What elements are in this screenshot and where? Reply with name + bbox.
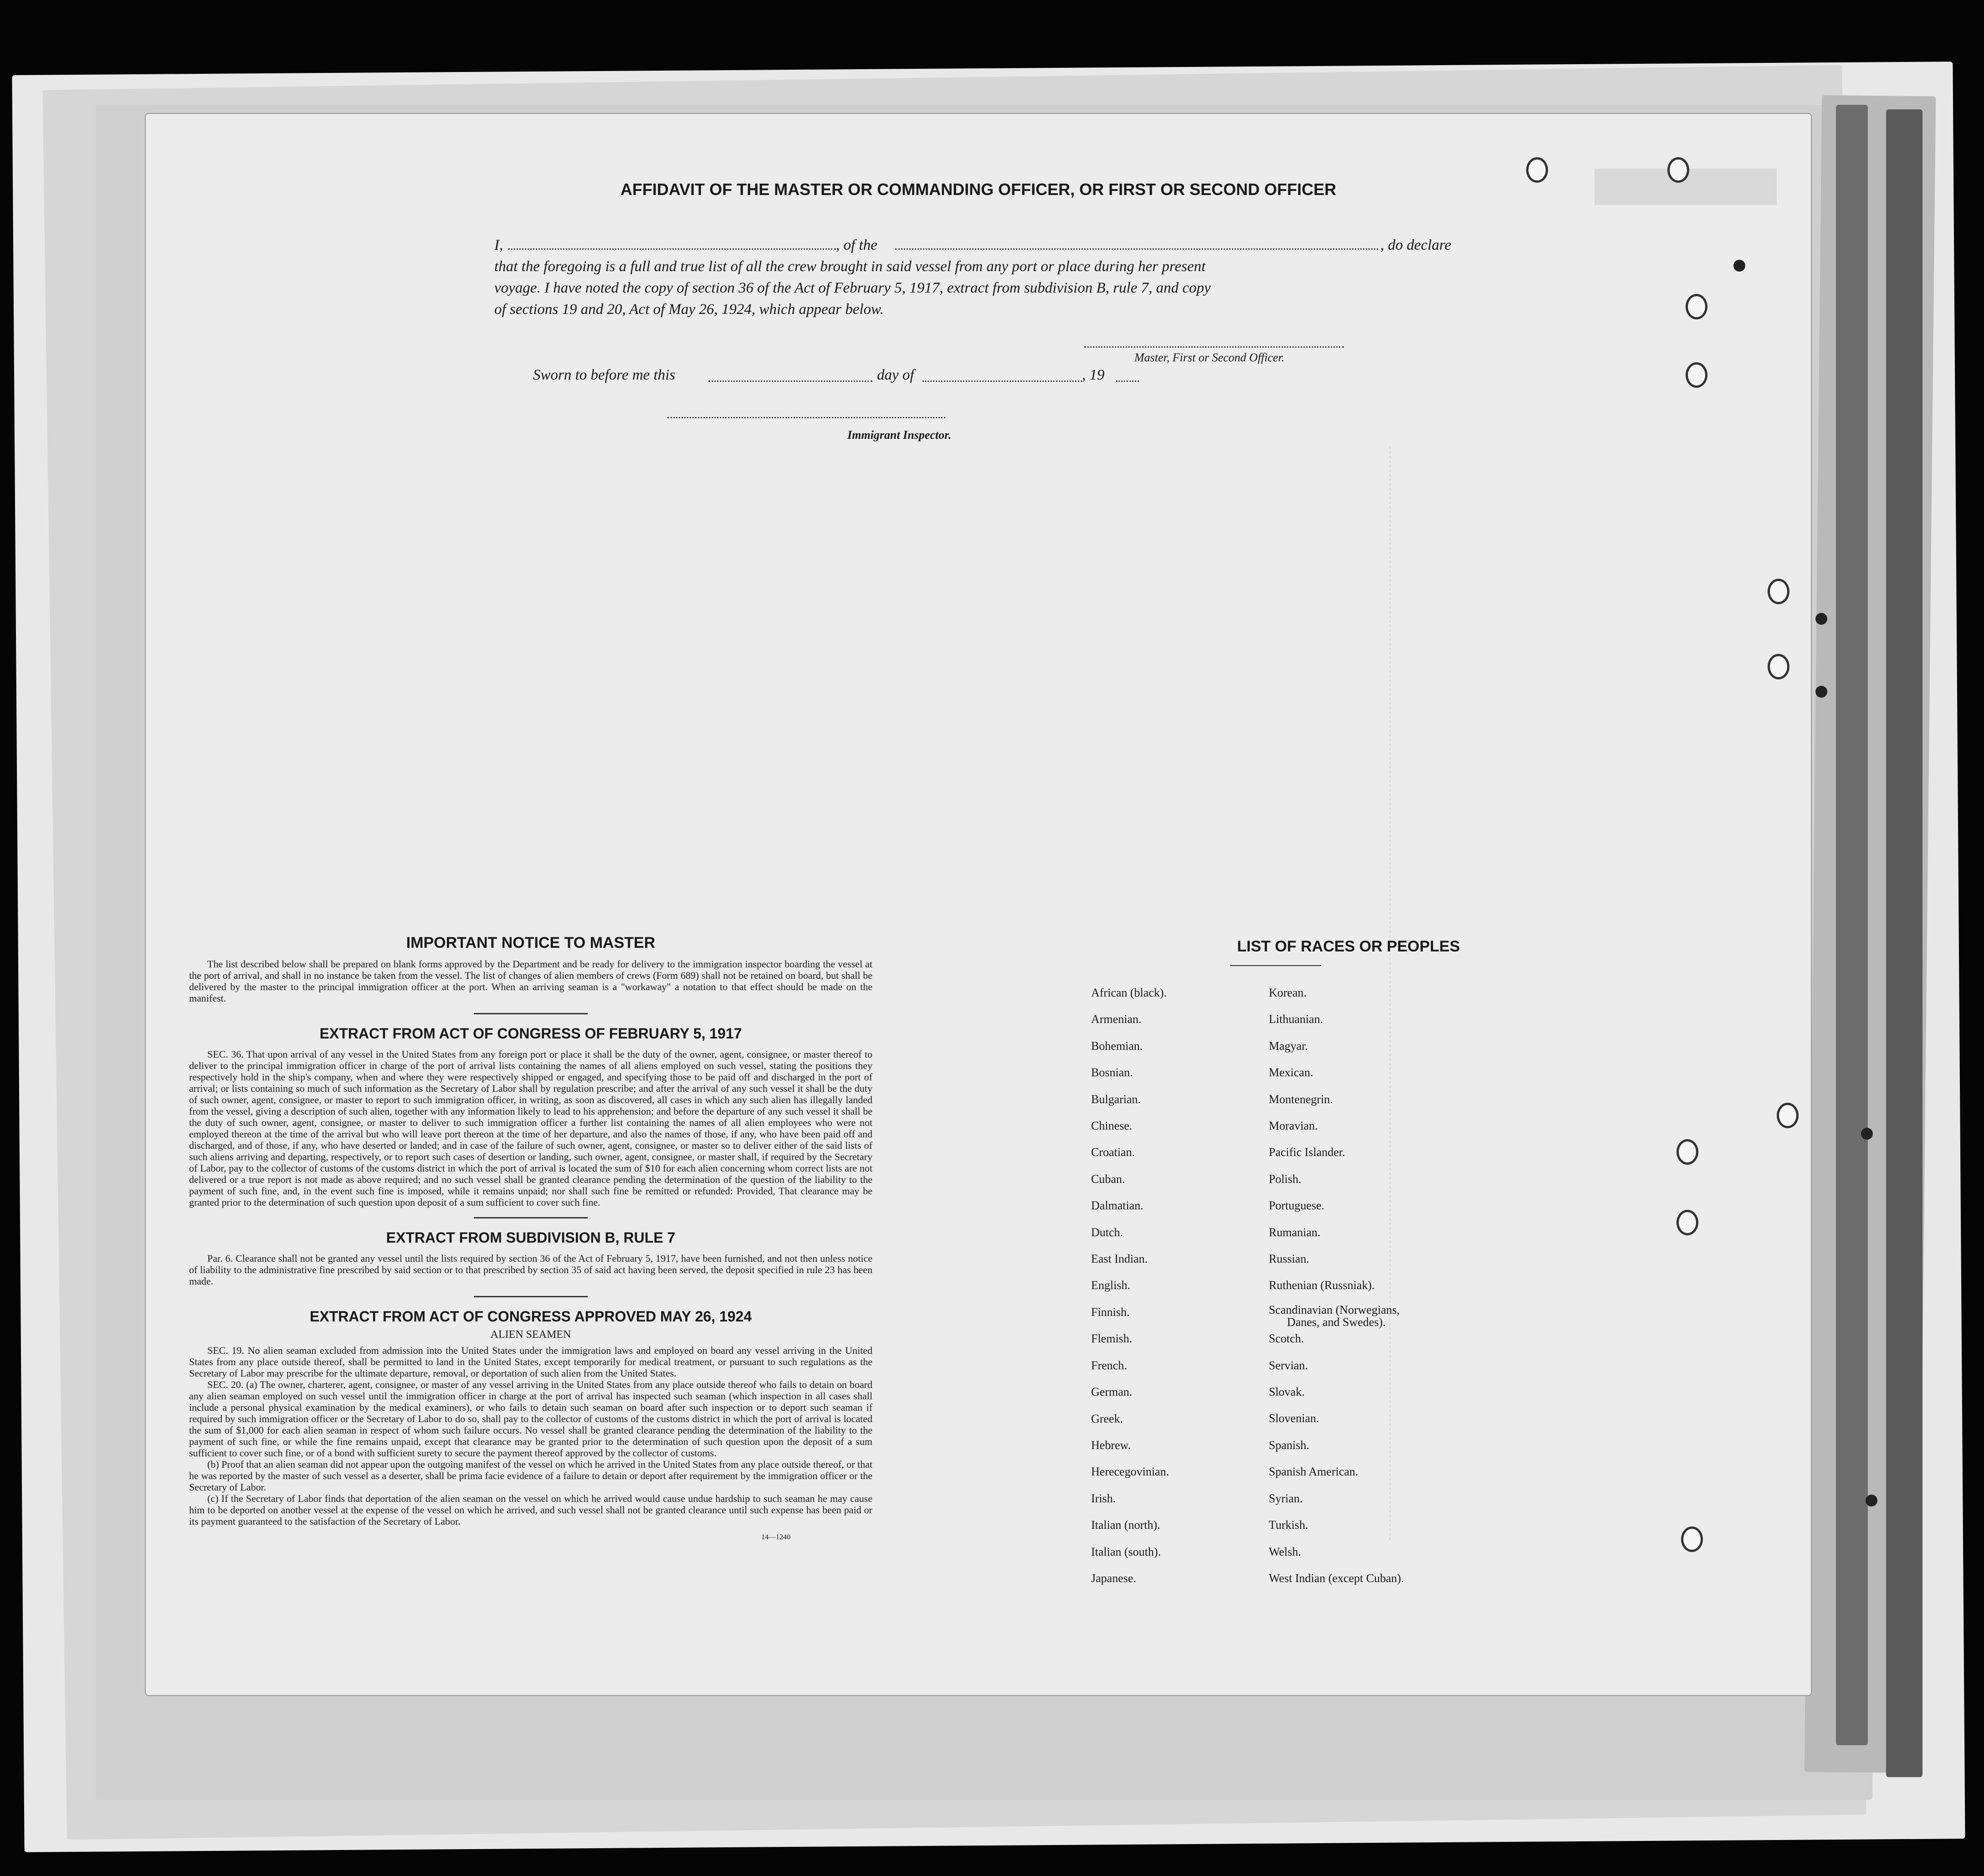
signature-label: Master, First or Second Officer. [1134,351,1285,364]
race-item: Flemish. [1091,1332,1133,1346]
race-item: Magyar. [1269,1039,1308,1053]
race-item: French. [1091,1358,1127,1372]
race-item: Slovenian. [1269,1412,1319,1425]
affidavit-line-3: voyage. I have noted the copy of section 36 of the Act of February 5, 1917, extract from subdivision B, rule 7, and copy [494,280,1211,296]
race-item: Russian. [1269,1252,1309,1266]
race-item: Welsh. [1269,1545,1301,1558]
divider [474,1296,588,1297]
affidavit-line-4: of sections 19 and 20, Act of May 26, 1924, which appear below. [494,301,884,318]
race-item: Greek. [1091,1412,1123,1425]
race-item: Spanish. [1269,1438,1309,1452]
race-item-continuation: Danes, and Swedes). [1287,1315,1386,1329]
race-item: Korean. [1269,986,1307,999]
race-item: Montenegrin. [1269,1092,1333,1106]
race-item: Irish. [1091,1491,1116,1505]
year-label: , 19 [1082,367,1105,383]
extract-1924-sec20c: (c) If the Secretary of Labor finds that deportation of the alien seaman on the vessel on which he arrived would cause undue hardship to such seaman he may cause him to be deported on another vessel at the expense of the vessel on which he arrived, and such vessel shall not be granted clearance until such expense has been paid or its payment guaranteed to the satisfaction of the Secretary of Labor. [189,1493,872,1527]
notices-column [189,934,872,1542]
races-left-list [1091,980,1255,1592]
race-item: Slovak. [1269,1385,1305,1399]
race-item: Turkish. [1269,1518,1308,1532]
inspector-signature-line[interactable] [667,417,945,418]
race-item [1269,1299,1497,1329]
extract-1924-subtitle: ALIEN SEAMEN [490,1329,571,1341]
race-item: Servian. [1269,1358,1308,1372]
race-item: Cuban. [1091,1172,1125,1186]
race-item-line: Scandinavian (Norwegians, [1269,1303,1400,1316]
inspector-label: Immigrant Inspector. [847,428,952,442]
race-item: Dutch. [1091,1225,1123,1239]
extract-1924-sec19: SEC. 19. No alien seaman excluded from admission into the United States under the immigration laws and employed on board any vessel arriving in the United States from any place outside thereof, shall be permitted to land in the United States, except temporarily for medical treatment, or pursuant to such regulations as the Secretary of Labor may prescribe for the ultimate departure, removal, or deportation of such alien from the United States. [189,1345,872,1379]
race-item: Moravian. [1269,1119,1318,1133]
punch-hole-icon [1526,157,1548,183]
affidavit-body [494,235,1517,320]
year-blank[interactable] [1116,380,1139,382]
month-blank[interactable] [923,380,1082,382]
punch-hole-icon [1681,1526,1703,1552]
race-item: Scotch. [1269,1332,1304,1346]
race-item: Japanese. [1091,1571,1136,1585]
punch-hole-icon [1667,157,1689,183]
race-item: Syrian. [1269,1491,1303,1505]
punch-hole-icon [1777,1103,1799,1128]
notice-body: The list described below shall be prepared on blank forms approved by the Department and be ready for delivery to the immigration inspector boarding the vessel at the port of arrival, and shall in no instance be taken from the vessel. The list of changes of alien members of crews (Form 689) shall not be retained on board, but shall be delivered by the master to the principal immigration officer at the port. When an arriving seaman is a "workaway" a notation to that effect should be made on the manifest. [189,958,872,1004]
binder-ring-icon [1861,1128,1873,1140]
affidavit-line-2: that the foregoing is a full and true list of all the crew brought in said vessel from any port or place during her present [494,258,1206,275]
affidavit-title: AFFIDAVIT OF THE MASTER OR COMMANDING OFFICER, OR FIRST OR SECOND OFFICER [620,180,1337,199]
divider [474,1217,588,1218]
extract-1917-title: EXTRACT FROM ACT OF CONGRESS OF FEBRUARY 5, 1917 [319,1025,742,1042]
signature-line[interactable] [1084,346,1344,348]
race-item: Chinese. [1091,1119,1133,1133]
affidavit-of-the: , of the [836,237,877,253]
binder-ring-icon [1815,613,1827,625]
affidavit-declare: , do declare [1380,237,1451,253]
race-item: Bohemian. [1091,1039,1143,1053]
race-item: Italian (north). [1091,1518,1160,1532]
race-item: Spanish American. [1269,1465,1359,1479]
day-of-label: day of [877,367,914,383]
race-item: Bulgarian. [1091,1092,1141,1106]
notice-title: IMPORTANT NOTICE TO MASTER [406,934,656,951]
race-item: Mexican. [1269,1066,1313,1079]
punch-hole-icon [1686,362,1707,388]
race-item: Italian (south). [1091,1545,1161,1558]
extract-rule7-body: Par. 6. Clearance shall not be granted any vessel until the lists required by section 36 of the Act of February 5, 1917, have been furnished, and not then unless notice of liability to the administrative fine prescribed by said section or to that prescribed by section 35 of said act having been served, the deposit specified in rule 23 has been made. [189,1253,872,1287]
race-item: Finnish. [1091,1305,1130,1319]
sworn-row [533,367,1307,385]
punch-hole-icon [1768,579,1789,604]
document-page [146,114,1811,1695]
race-item: Pacific Islander. [1269,1146,1345,1159]
races-title: LIST OF RACES OR PEOPLES [1237,938,1460,955]
race-item: Polish. [1269,1172,1302,1186]
race-item: Dalmatian. [1091,1199,1143,1213]
extract-rule7-title: EXTRACT FROM SUBDIVISION B, RULE 7 [386,1229,676,1246]
race-item: Croatian. [1091,1146,1135,1159]
binder-ring-icon [1866,1495,1877,1506]
sworn-label: Sworn to before me this [533,367,676,383]
binder-ring-icon [1815,686,1827,698]
race-item: Portuguese. [1269,1199,1325,1213]
vessel-blank[interactable] [895,248,1378,250]
race-item: Herecegovinian. [1091,1465,1169,1479]
race-item: English. [1091,1279,1130,1292]
race-item: East Indian. [1091,1252,1148,1266]
race-item: African (black). [1091,986,1167,999]
extract-1924-sec20b: (b) Proof that an alien seaman did not appear upon the outgoing manifest of the vessel on which he arrived in the United States from any place outside thereof, or that he was reported by the master of such vessel as a deserter, shall be prima facie evidence of a failure to detain or deport after requirement by the immigration officer or the Secretary of Labor. [189,1459,872,1493]
binder-ring-icon [1733,260,1745,272]
race-item: Armenian. [1091,1013,1142,1026]
divider [474,1013,588,1014]
race-item: Bosnian. [1091,1066,1133,1079]
form-number: 14—1240 [761,1533,790,1541]
extract-1924-sec20a: SEC. 20. (a) The owner, charterer, agent, consignee, or master of any vessel arriving in the United States from any place outside thereof who fails to detain on board any alien seaman employed on such vessel until the immigration officer in charge at the port of arrival has inspected such seaman (which inspection in all cases shall include a personal physical examination by the medical examiners), or who fails to detain such seaman on board after such inspection or to deport such seaman if required by such immigration officer or the Secretary of Labor to do so, shall pay to the collector of customs of the customs district in which the port of arrival is located the sum of $1,000 for each alien seaman in respect of whom such failure occurs. No vessel shall be granted clearance pending the determination of the liability to the payment of such fine, or while the fine remains unpaid, except that clearance may be granted prior to the determination of such question upon the deposit of a sum sufficient to cover such fine, or of a bond with sufficient surety to secure the payment thereof approved by the collector of customs. [189,1379,872,1459]
affidavit-i: I, [494,237,503,253]
race-item: Ruthenian (Russniak). [1269,1279,1375,1292]
race-item: Rumanian. [1269,1225,1321,1239]
extract-1924-title: EXTRACT FROM ACT OF CONGRESS APPROVED MAY 26, 1924 [309,1308,752,1325]
binder-edge-dark-outer [1886,109,1922,1777]
race-item: Lithuanian. [1269,1013,1323,1026]
day-blank[interactable] [708,380,872,382]
binder-edge-dark [1836,105,1868,1745]
punch-hole-icon [1676,1139,1698,1165]
extract-1917-body: SEC. 36. That upon arrival of any vessel in the United States from any foreign port or place it shall be the duty of the owner, agent, consignee, or master thereof to deliver to the principal immigration officer in charge of the port of arrival lists containing the names of all aliens employed on such vessel, stating the positions they respectively hold in the ship's company, when and where they were respectively shipped or engaged, and specifying those to be paid off and discharged in the port of arrival; or lists containing so much of such information as the Secretary of Labor shall by regulation prescribe; and after the arrival of any such vessel it shall be the duty of such owner, agent, consignee, or master to report to such immigration officer, in writing, as soon as discovered, all cases in which any such alien has illegally landed from the vessel, giving a description of such alien, together with any information likely to lead to his apprehension; and before the departure of any such vessel it shall be the duty of such owner, agent, consignee, or master to deliver to such immigration officer a further list containing the names of all alien employees who were not employed thereon at the time of the arrival but who will leave port thereon at the time of her departure, and also the names of those, if any, who have been paid off and discharged, and of those, if any, who have deserted or landed; and in case of the failure of such owner, agent, consignee, or master so to deliver either of the said lists of such aliens arriving and departing, respectively, or to report such cases of desertion or landing, such owner, agent, consignee, or master shall, if required by the Secretary of Labor, pay to the collector of customs of the customs district in which the port of arrival is located the sum of $10 for each alien concerning whom correct lists are not delivered or a true report is not made as above required; and no such vessel shall be granted clearance pending the determination of the question of the liability to the payment of such fine, and, in the event such fine is imposed, while it remains unpaid; nor shall such fine be remitted or refunded: Provided, That clearance may be granted prior to the determination of such question upon deposit of a sum sufficient to cover such fine. [189,1049,872,1208]
races-divider [1230,965,1321,966]
races-right-list [1269,980,1497,1592]
race-item: German. [1091,1385,1133,1399]
punch-hole-icon [1676,1210,1698,1235]
punch-hole-icon [1686,294,1707,319]
name-blank[interactable] [508,248,836,250]
race-item: West Indian (except Cuban). [1269,1571,1404,1585]
race-item: Hebrew. [1091,1438,1131,1452]
punch-hole-icon [1768,654,1789,679]
